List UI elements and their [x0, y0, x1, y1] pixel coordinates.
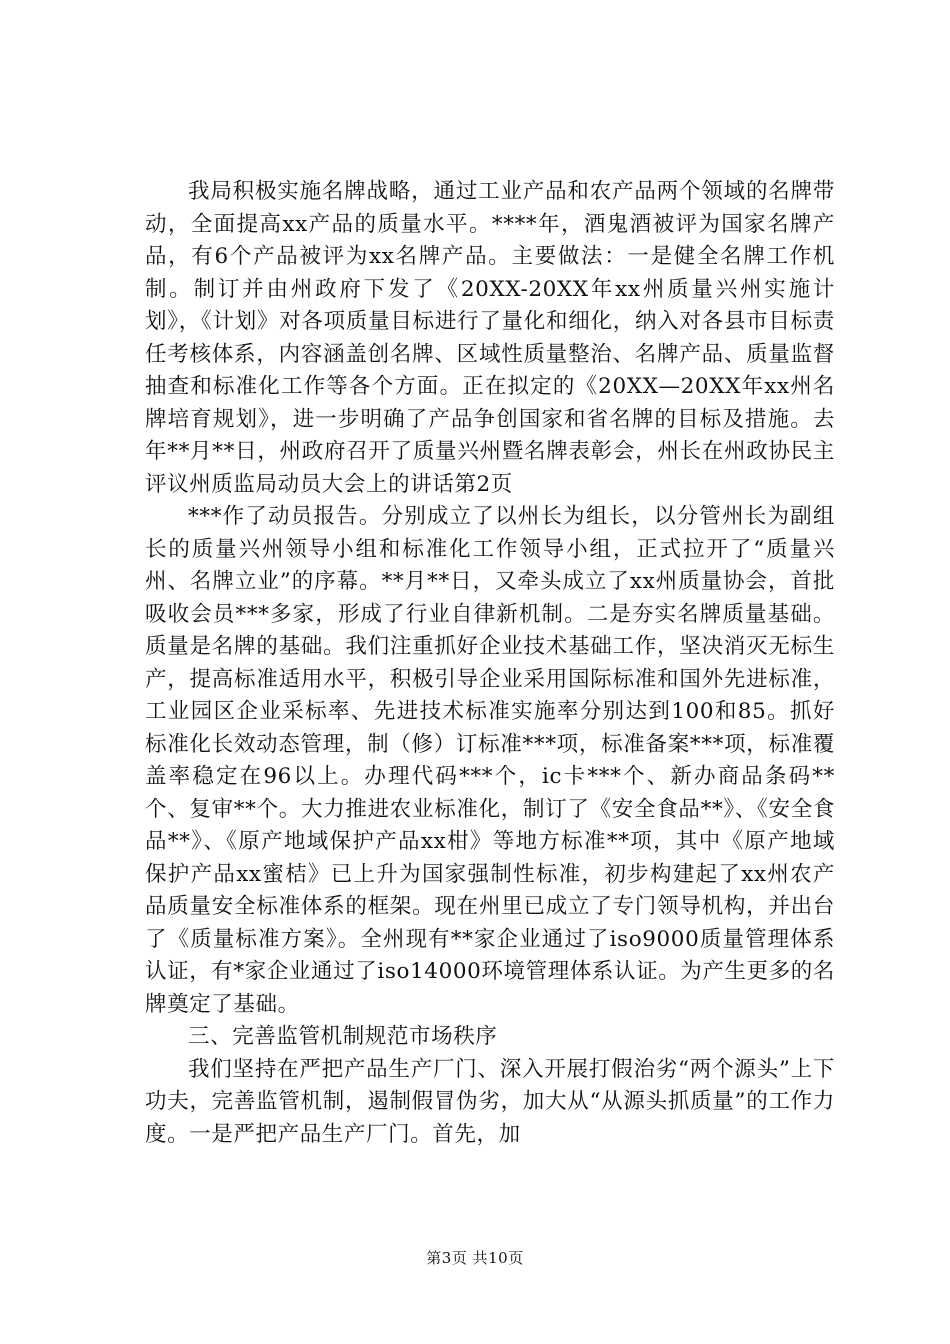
paragraph-3: 我们坚持在严把产品生产厂门、深入开展打假治劣“两个源头”上下功夫，完善监管机制，遏制假冒伪劣，加大从“从源头抓质量”的工作力度。一是严把产品生产厂门。首先，加 — [145, 1056, 835, 1147]
paragraph-1: 我局积极实施名牌战略，通过工业产品和农产品两个领域的名牌带动，全面提高xx产品的质量水平。****年，酒鬼酒被评为国家名牌产品，有6个产品被评为xx名牌产品。主要做法：一是健全名牌工作机制。制订并由州政府下发了《20XX-20XX年xx州质量兴州实施计划》，《计划》对各项质量目标进行了量化和细化，纳入对各县市目标责任考核体系，内容涵盖创名牌、区域性质量整治、名牌产品、质量监督抽查和标准化工作等各个方面。正在拟定的《20XX—20XX年xx州名牌培育规划》，进一步明确了产品争创国家和省名牌的目标及措施。去年**月**日，州政府召开了质量兴州暨名牌表彰会，州长在州政协民主评议州质监局动员大会上的讲话第2页 — [145, 179, 835, 497]
page-footer: 第3页 共10页 — [426, 1249, 524, 1267]
document-body — [145, 176, 835, 1151]
paragraph-2: ***作了动员报告。分别成立了以州长为组长，以分管州长为副组长的质量兴州领导小组和标准化工作领导小组，正式拉开了“质量兴州、名牌立业”的序幕。**月**日，又牵头成立了xx州质量协会，首批吸收会员***多家，形成了行业自律新机制。二是夯实名牌质量基础。质量是名牌的基础。我们注重抓好企业技术基础工作，坚决消灭无标生产，提高标准适用水平，积极引导企业采用国际标准和国外先进标准，工业园区企业采标率、先进技术标准实施率分别达到100和85。抓好标准化长效动态管理，制（修）订标准***项，标准备案***项，标准覆盖率稳定在96以上。办理代码***个，ic卡***个、新办商品条码**个、复审**个。大力推进农业标准化，制订了《安全食品**》、《安全食品**》、《原产地域保护产品xx柑》等地方标准**项，其中《原产地域保护产品xx蜜桔》已上升为国家强制性标准，初步构建起了xx州农产品质量安全标准体系的框架。现在州里已成立了专门领导机构，并出台了《质量标准方案》。全州现有**家企业通过了iso9000质量管理体系认证，有*家企业通过了iso14000环境管理体系认证。为产生更多的名牌奠定了基础。 — [145, 504, 836, 1017]
section-heading: 三、完善监管机制规范市场秩序 — [188, 1024, 498, 1049]
